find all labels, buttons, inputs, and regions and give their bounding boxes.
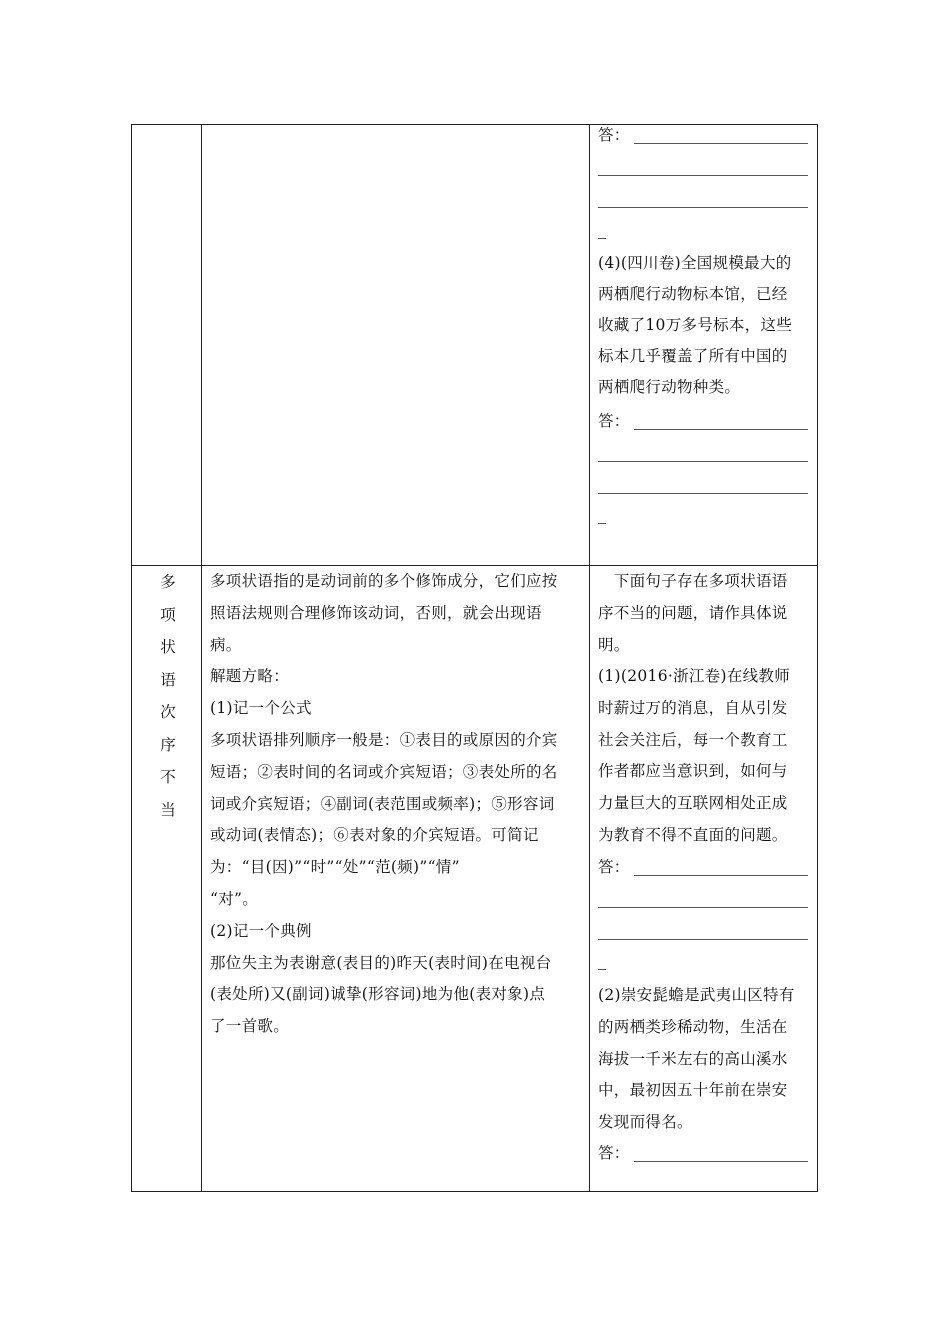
exercise-intro: [598, 566, 810, 661]
question-line: (1)(2016·浙江卷)在线教师: [598, 667, 791, 685]
category-char: 多: [160, 573, 176, 591]
answer-label: 答：: [598, 1144, 630, 1162]
explanation-line: 词或介宾短语；④副词(表范围或频率)；⑤形容词: [210, 794, 555, 813]
question-line: 两栖爬行动物标本馆，已经: [598, 285, 788, 303]
question-4: [598, 248, 810, 403]
explanation-line: 了一首歌。: [210, 1017, 290, 1036]
explanation-line: 那位失主为表谢意(表目的)昨天(表时间)在电视台: [210, 953, 552, 972]
question-line: 发现而得名。: [598, 1113, 693, 1132]
question-line: 时薪过万的消息，自从引发: [598, 698, 788, 717]
explanation-line: 解题方略：: [210, 667, 290, 686]
question-line: 两栖爬行动物种类。: [598, 378, 741, 396]
exercise-line: 明。: [598, 635, 630, 654]
explanation-line: 病。: [210, 635, 242, 654]
explanation-line: 多项状语指的是动词前的多个修饰成分，它们应按: [210, 572, 558, 590]
answer-blank-line: [598, 175, 808, 176]
answer-blank-line: [598, 493, 808, 494]
category-char: 序: [160, 735, 176, 754]
category-char: 次: [160, 703, 176, 721]
explanation-line: (2)记一个典例: [210, 921, 312, 940]
explanation-line: 或动词(表情态)；⑥表对象的介宾短语。可简记: [210, 826, 539, 845]
explanation-line: 多项状语排列顺序一般是：①表目的或原因的介宾: [210, 730, 558, 749]
question-line: (4)(四川卷)全国规模最大的: [598, 254, 792, 272]
category-char: 当: [160, 800, 176, 819]
question-line: 收藏了10万多号标本，这些: [598, 316, 793, 334]
answer-blank-line: [634, 429, 808, 430]
question-line: 中，最初因五十年前在崇安: [598, 1081, 788, 1100]
category-char: 状: [160, 638, 176, 656]
answer-blank-line: [598, 207, 808, 208]
explanation-line: 为：“目(因)”“时”“处”“范(频)”“情”: [210, 858, 460, 877]
answer-blank-line: [634, 143, 808, 144]
answer-blank-tail: [598, 523, 606, 524]
explanation-line: 短语；②表时间的名词或介宾短语；③表处所的名: [210, 762, 558, 781]
question-line: 作者都应当意识到，如何与: [598, 762, 788, 781]
explanation-line: 照语法规则合理修饰该动词，否则，就会出现语: [210, 603, 542, 622]
question-line: 社会关注后，每一个教育工: [598, 730, 788, 749]
column-divider-1: [201, 125, 202, 1191]
explanation-line: (表处所)又(副词)诚挚(形容词)地为他(表对象)点: [210, 985, 546, 1004]
answer-label: 答：: [598, 858, 630, 876]
exercise-line: 序不当的问题，请作具体说: [598, 603, 788, 622]
answer-blank-tail: [598, 969, 606, 970]
answer-blank-line: [634, 1161, 808, 1162]
category-char: 项: [160, 605, 176, 624]
answer-label: 答：: [598, 412, 630, 430]
exercise-line: 下面句子存在多项状语语: [598, 572, 788, 590]
explanation-line: “对”。: [210, 889, 259, 908]
question-line: (2)崇安髭蟾是武夷山区特有: [598, 986, 795, 1004]
explanation-line: (1)记一个公式: [210, 699, 312, 718]
column-divider-2: [589, 125, 590, 1191]
explanation-text: [210, 566, 582, 1043]
question-line: 为教育不得不直面的问题。: [598, 825, 788, 844]
question-line: 海拔一千米左右的高山溪水: [598, 1049, 788, 1068]
category-char: 语: [160, 670, 176, 689]
answer-blank-line: [598, 939, 808, 940]
question-1: [598, 661, 810, 852]
answer-label: 答：: [598, 126, 630, 144]
answer-blank-line: [598, 461, 808, 462]
answer-blank-line: [634, 875, 808, 876]
question-line: 力量巨大的互联网相处正成: [598, 794, 788, 813]
category-char: 不: [160, 768, 176, 786]
question-line: 的两栖类珍稀动物，生活在: [598, 1017, 788, 1036]
answer-blank-tail: [598, 238, 606, 239]
question-line: 标本几乎覆盖了所有中国的: [598, 347, 788, 365]
question-2: [598, 980, 810, 1139]
category-label: [158, 566, 178, 826]
answer-blank-line: [598, 907, 808, 908]
